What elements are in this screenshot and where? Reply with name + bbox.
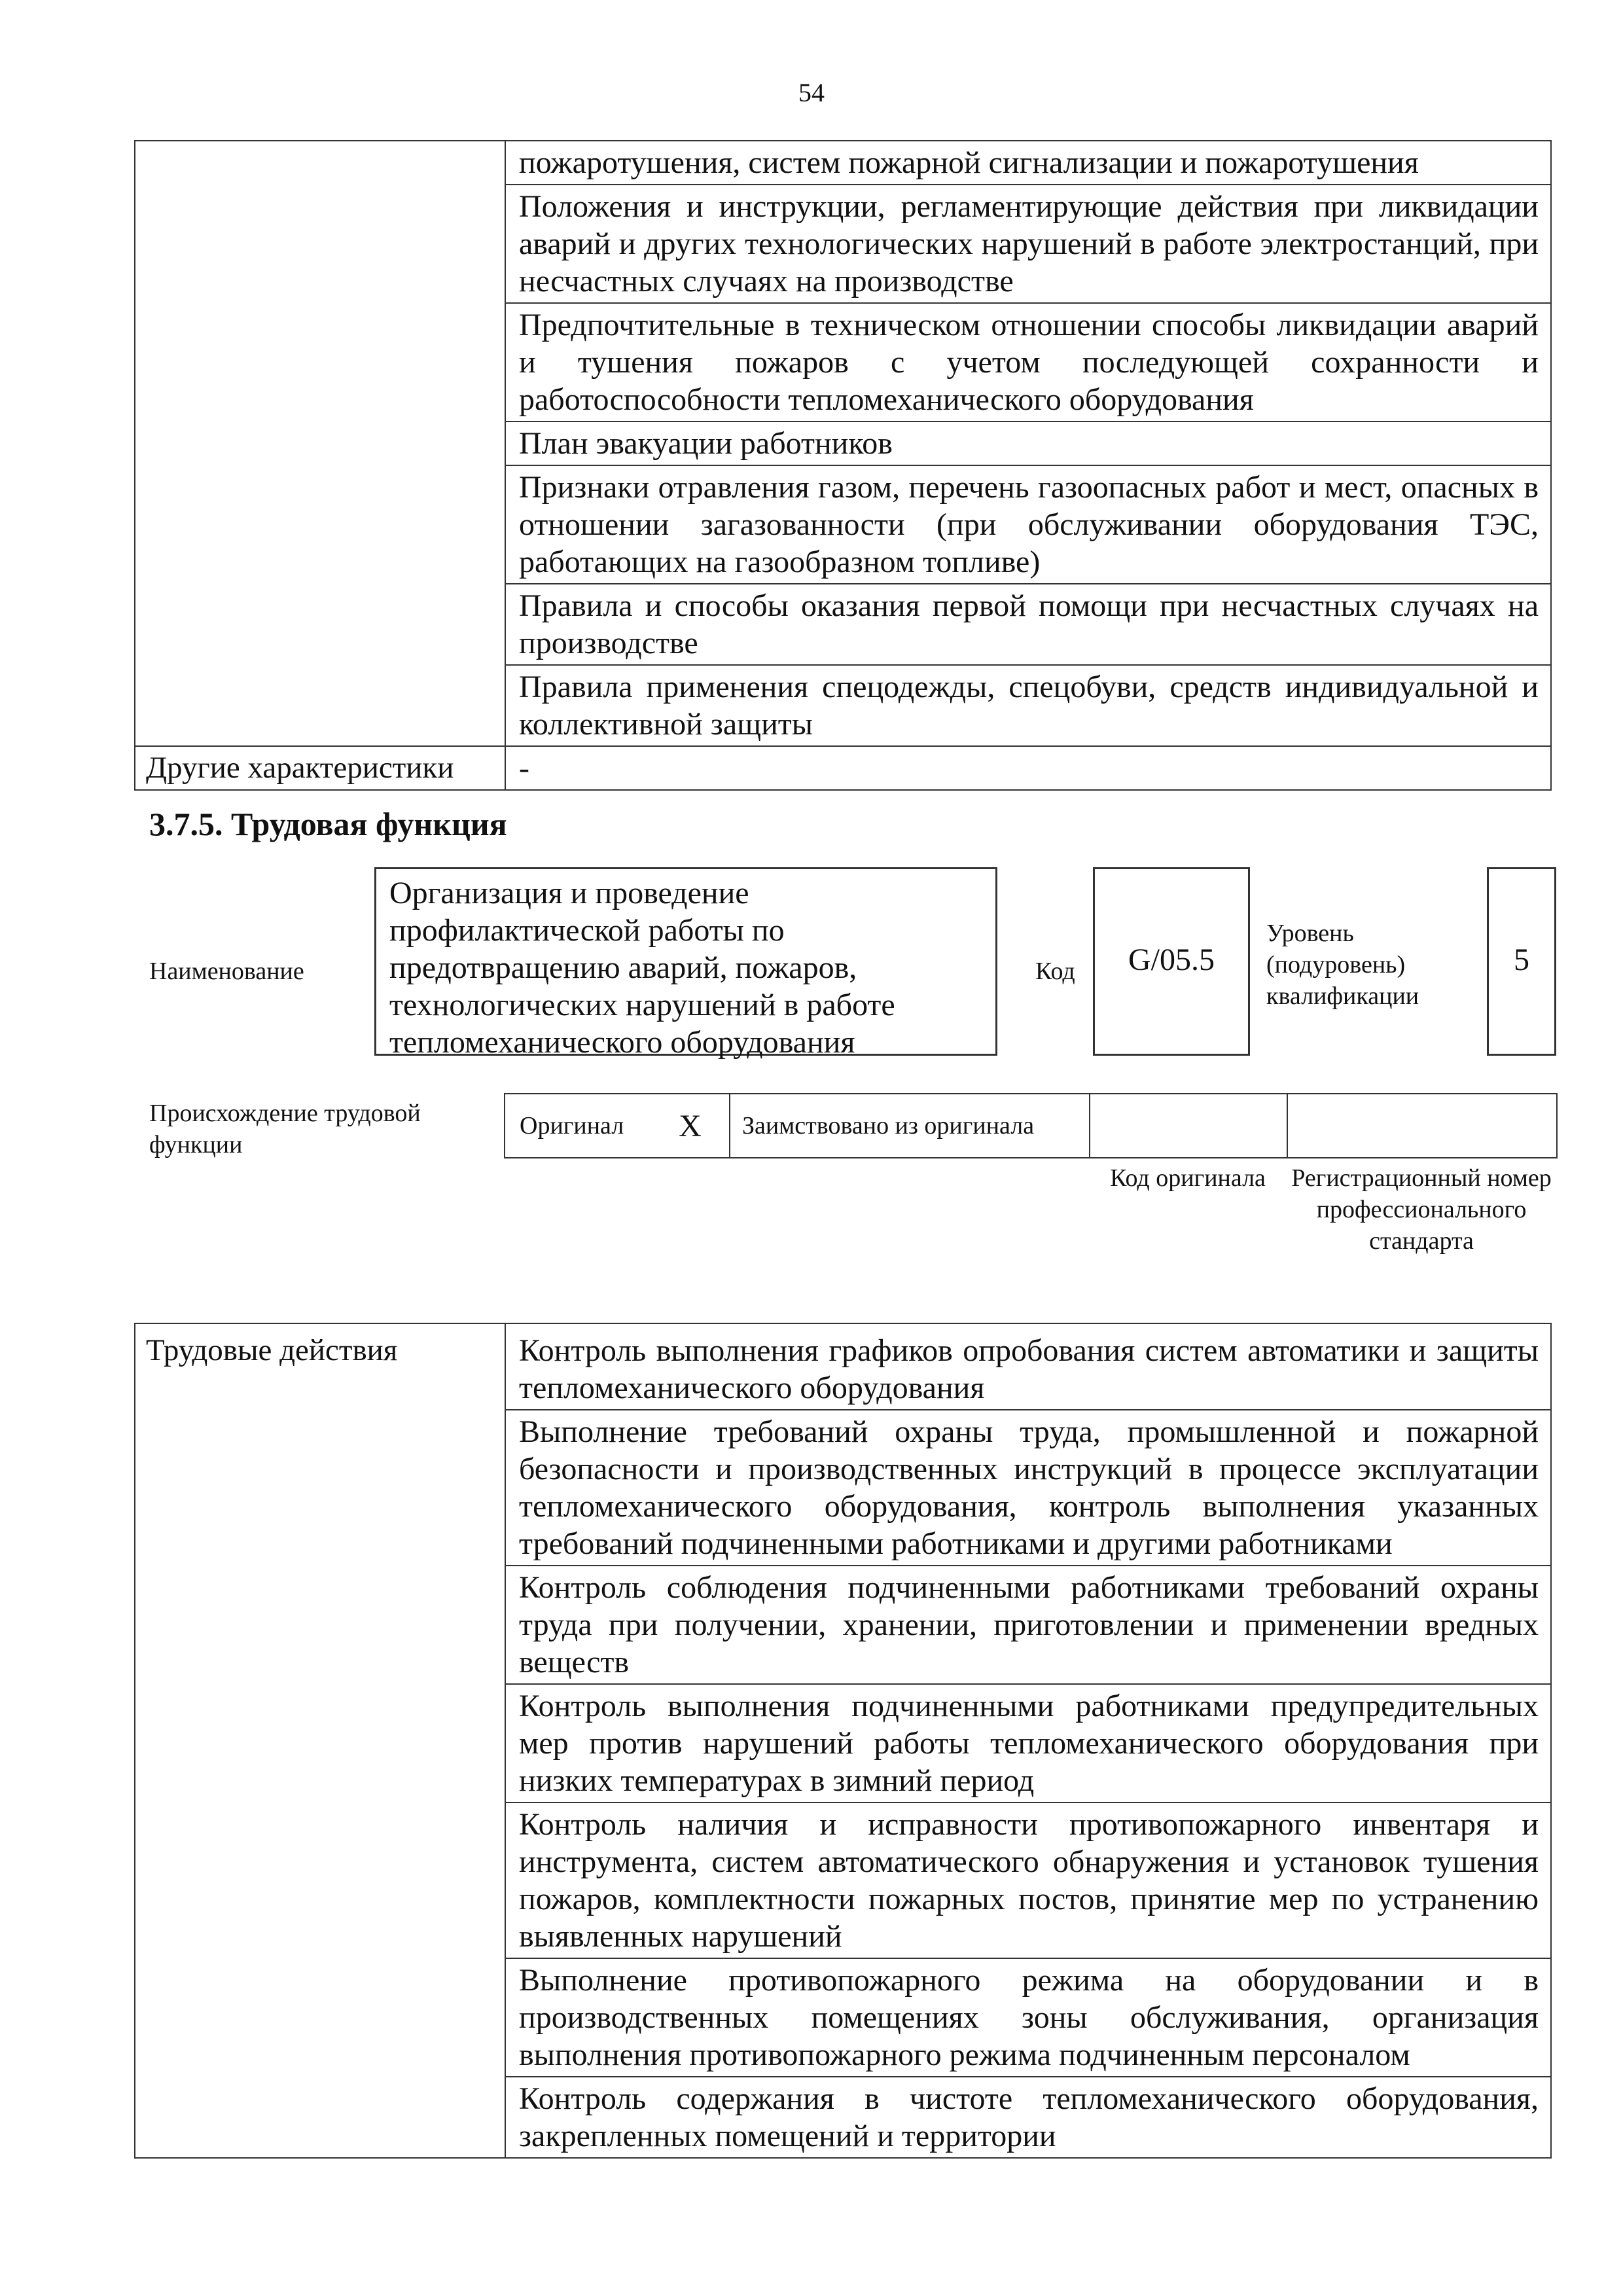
table-cell: Предпочтительные в техническом отношении способы ликвидации аварий и тушения пожаров с учетом последующей сохранности и работоспособности тепломеханического оборудования	[505, 303, 1551, 422]
original-mark-cell	[651, 1094, 730, 1158]
table-cell: Выполнение противопожарного режима на оборудовании и в производственных помещениях зоны обслуживания, организация выполнения противопожарного режима подчиненным персоналом	[505, 1958, 1551, 2077]
table-cell: Положения и инструкции, регламентирующие действия при ликвидации аварий и других технологических нарушений в работе электростанций, при несчастных случаях на производстве	[505, 185, 1551, 303]
table-cell: Контроль выполнения графиков опробования систем автоматики и защиты тепломеханического оборудования	[505, 1323, 1551, 1410]
borrowed-cell	[730, 1094, 1090, 1158]
code-value: G/05.5	[1128, 942, 1215, 977]
level-label: Уровень (подуровень) квалификации	[1266, 920, 1419, 1010]
name-label: Наименование	[149, 958, 304, 985]
borrowed-label: Заимствовано из оригинала	[742, 1112, 1035, 1139]
table-cell: Контроль выполнения подчиненными работниками предупредительных мер против нарушений работы тепломеханического оборудования при низких температурах в зимний период	[505, 1684, 1551, 1803]
other-characteristics-label: Другие характеристики	[135, 746, 505, 790]
origin-table	[504, 1093, 1558, 1158]
continuation-table	[134, 140, 1552, 791]
reg-number-cell	[1287, 1094, 1557, 1158]
section-heading: 3.7.5. Трудовая функция	[149, 806, 507, 842]
labor-actions-label: Трудовые действия	[135, 1323, 505, 2158]
original-mark: X	[679, 1108, 702, 1143]
table-row	[135, 746, 1551, 790]
table-cell: Контроль содержания в чистоте тепломеханического оборудования, закрепленных помещений и территории	[505, 2077, 1551, 2158]
table-row	[135, 1323, 1551, 1410]
function-name-box: Организация и проведение профилактической работы по предотвращению аварий, пожаров, технологических нарушений в работе тепломеханического оборудования	[374, 867, 997, 1056]
level-box	[1487, 867, 1556, 1056]
reg-number-caption: Регистрационный номер профессионального стандарта	[1291, 1164, 1552, 1255]
table-cell: Выполнение требований охраны труда, промышленной и пожарной безопасности и производственных инструкций в процессе эксплуатации тепломеханического оборудования, контроль выполнения указанных требований подчиненными работниками и другими работниками	[505, 1410, 1551, 1566]
code-box	[1093, 867, 1250, 1056]
code-label: Код	[1035, 958, 1075, 985]
original-cell	[505, 1094, 651, 1158]
original-label: Оригинал	[520, 1112, 624, 1139]
table-cell: План эвакуации работников	[505, 422, 1551, 465]
table-cell: Признаки отравления газом, перечень газоопасных работ и мест, опасных в отношении загазованности (при обслуживании оборудования ТЭС, работающих на газообразном топливе)	[505, 465, 1551, 584]
code-original-caption: Код оригинала	[1110, 1164, 1266, 1192]
code-original-cell	[1090, 1094, 1287, 1158]
table-cell: пожаротушения, систем пожарной сигнализации и пожаротушения	[505, 141, 1551, 185]
origin-label: Происхождение трудовой функции	[149, 1100, 421, 1158]
table-cell: Правила и способы оказания первой помощи при несчастных случаях на производстве	[505, 584, 1551, 665]
page-number: 54	[798, 78, 825, 107]
labor-actions-table	[134, 1323, 1552, 2159]
table-cell: Контроль соблюдения подчиненными работниками требований охраны труда при получении, хранении, приготовлении и применении вредных веществ	[505, 1566, 1551, 1684]
table-row	[135, 141, 1551, 185]
table-cell: Правила применения спецодежды, спецобуви, средств индивидуальной и коллективной защиты	[505, 665, 1551, 746]
other-characteristics-value: -	[505, 746, 1551, 790]
table-cell: Контроль наличия и исправности противопожарного инвентаря и инструмента, систем автоматического обнаружения и установок тушения пожаров, комплектности пожарных постов, принятие мер по устранению выявленных нарушений	[505, 1803, 1551, 1958]
table-row	[505, 1094, 1557, 1158]
empty-label-cell	[135, 141, 505, 746]
level-value: 5	[1514, 942, 1529, 977]
